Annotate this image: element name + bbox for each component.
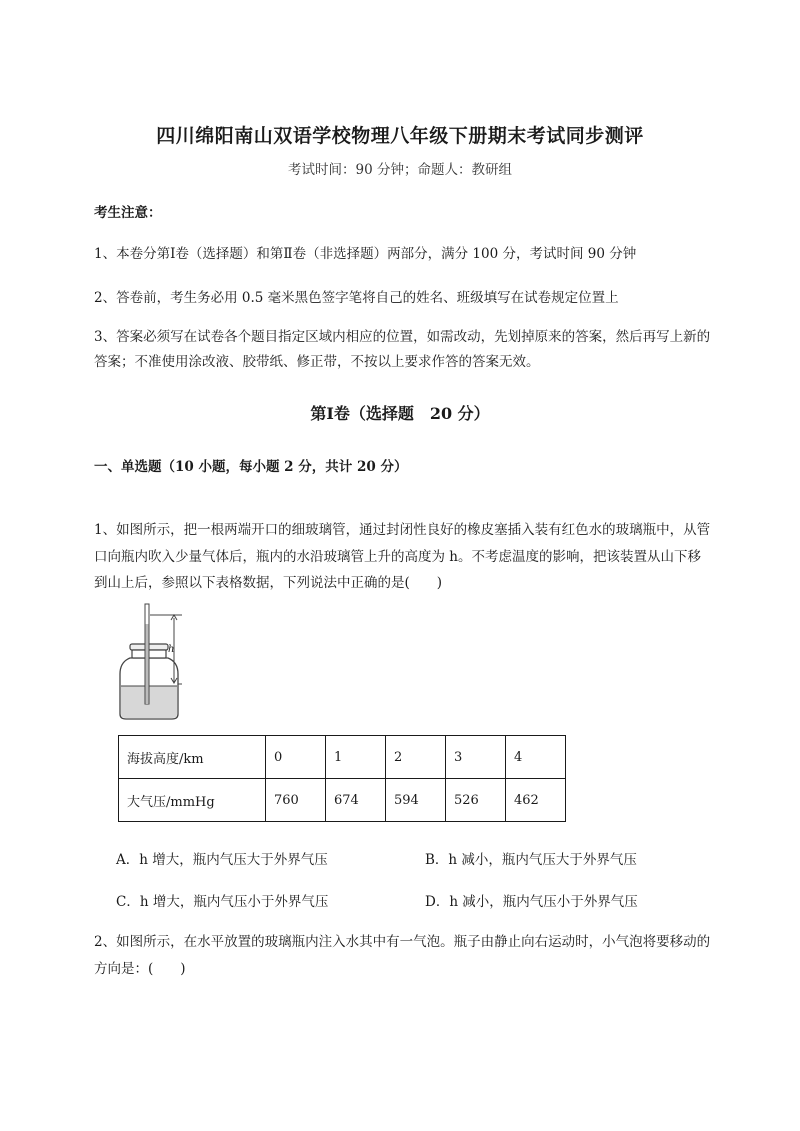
question-1-text: 1、如图所示，把一根两端开口的细玻璃管，通过封闭性良好的橡皮塞插入装有红色水的玻璃瓶中，从管口向瓶内吹入少量气体后，瓶内的水沿玻璃管上升的高度为 h。不考虑温度的影响，把该装置从山下移到山上后，参照以下表格数据，下列说法中正确的是( ) [94,522,711,591]
option-a[interactable]: A．h 增大，瓶内气压大于外界气压 [116,852,328,868]
table-cell: 526 [446,779,506,822]
exam-info: 考试时间：90 分钟；命题人：教研组 [288,162,512,178]
note-item-1: 1、本卷分第Ⅰ卷（选择题）和第Ⅱ卷（非选择题）两部分，满分 100 分，考试时间 90 分钟 [94,246,637,262]
table-cell: 760 [266,779,326,822]
table-cell: 594 [386,779,446,822]
option-c[interactable]: C．h 增大，瓶内气压小于外界气压 [116,894,329,910]
table-row [119,779,566,822]
option-d[interactable]: D．h 减小，瓶内气压小于外界气压 [425,894,638,910]
page-title: 四川绵阳南山双语学校物理八年级下册期末考试同步测评 [156,125,644,147]
part-heading: 一、单选题（10 小题，每小题 2 分，共计 20 分） [94,459,408,475]
table-cell: 674 [326,779,386,822]
table-cell: 1 [326,736,386,779]
note-item-3: 3、答案必须写在试卷各个题目指定区域内相应的位置，如需改动，先划掉原来的答案，然后再写上新的答案；不准使用涂改液、胶带纸、修正带，不按以上要求作答的答案无效。 [94,329,711,370]
table-cell: 4 [506,736,566,779]
table-cell: 大气压/mmHg [119,779,266,822]
bottle-figure [112,598,202,722]
table-row [119,736,566,779]
notes-heading: 考生注意： [94,205,162,221]
table-cell: 462 [506,779,566,822]
option-b[interactable]: B．h 减小，瓶内气压大于外界气压 [425,852,637,868]
altitude-pressure-table [118,735,566,822]
table-cell: 0 [266,736,326,779]
question-2-text: 2、如图所示，在水平放置的玻璃瓶内注入水其中有一气泡。瓶子由静止向右运动时，小气泡将要移动的方向是：( ) [94,934,711,977]
section-title: 第Ⅰ卷（选择题 20 分） [310,404,490,423]
figure-h-label: h [168,644,175,655]
table-cell: 2 [386,736,446,779]
table-cell: 3 [446,736,506,779]
note-item-2: 2、答卷前，考生务必用 0.5 毫米黑色签字笔将自己的姓名、班级填写在试卷规定位置上 [94,290,619,306]
table-cell: 海拔高度/km [119,736,266,779]
bottle-diagram-icon [112,598,202,722]
